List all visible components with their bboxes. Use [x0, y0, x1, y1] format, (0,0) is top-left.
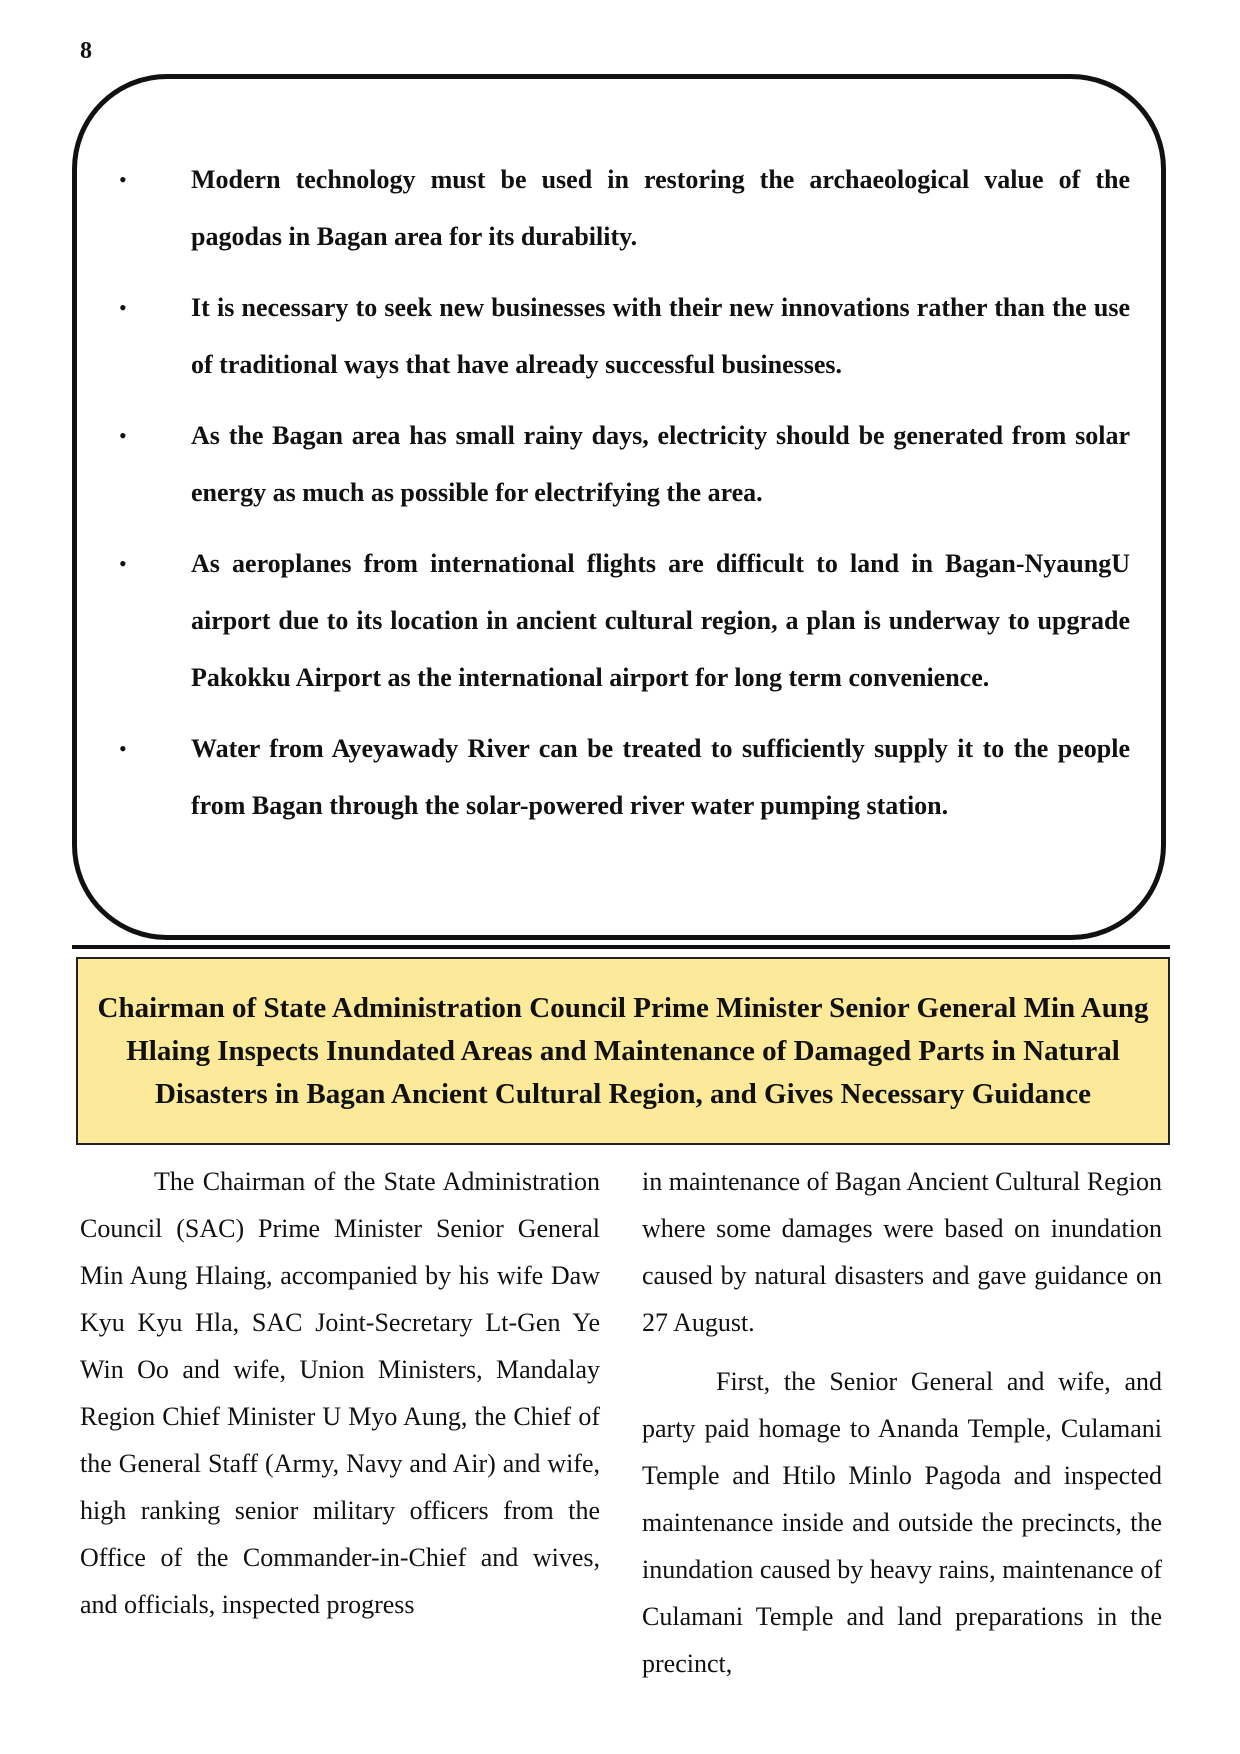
bullet-text: As the Bagan area has small rainy days, electricity should be generated from solar energy as much as possible for electrifying the area.	[191, 421, 1130, 507]
divider	[72, 945, 1170, 949]
bullet-text: It is necessary to seek new businesses with their new innovations rather than the use of traditional ways that have already successful businesses.	[191, 293, 1130, 379]
list-item	[115, 720, 1130, 834]
list-item	[115, 535, 1130, 706]
bullet-icon: •	[119, 736, 127, 761]
article-paragraph: The Chairman of the State Administration Council (SAC) Prime Minister Senior General Min Aung Hlaing, accompanied by his wife Daw Kyu Kyu Hla, SAC Joint-Secretary Lt-Gen Ye Win Oo and wife, Union Ministers, Mandalay Region Chief Minister U Myo Aung, the Chief of the General Staff (Army, Navy and Air) and wife, high ranking senior military officers from the Office of the Commander-in-Chief and wives, and officials, inspected progress	[80, 1167, 600, 1619]
list-item	[115, 407, 1130, 521]
article-paragraph: in maintenance of Bagan Ancient Cultural Region where some damages were based on inundation caused by natural disasters and gave guidance on 27 August.	[642, 1167, 1162, 1337]
list-item	[115, 151, 1130, 265]
bullet-text: Water from Ayeyawady River can be treated to sufficiently supply it to the people from Bagan through the solar-powered river water pumping station.	[191, 734, 1130, 820]
headline-box	[76, 957, 1170, 1145]
article-body	[80, 1158, 1162, 1687]
article-column-right	[642, 1158, 1162, 1687]
recommendations-list	[115, 151, 1130, 848]
page-number: 8	[80, 38, 92, 64]
bullet-icon: •	[119, 551, 127, 576]
bullet-icon: •	[119, 167, 127, 192]
article-headline: Chairman of State Administration Council Prime Minister Senior General Min Aung Hlaing Inspects Inundated Areas and Maintenance of Damaged Parts in Natural Disasters in Bagan Ancient Cultural Region, and Gives Necessary Guidance	[97, 991, 1149, 1110]
article-column-left	[80, 1158, 600, 1687]
bullet-text: As aeroplanes from international flights are difficult to land in Bagan-NyaungU airport due to its location in ancient cultural region, a plan is underway to upgrade Pakokku Airport as the international airport for long term convenience.	[191, 549, 1130, 692]
list-item	[115, 279, 1130, 393]
recommendations-box	[72, 74, 1166, 940]
bullet-text: Modern technology must be used in restoring the archaeological value of the pagodas in Bagan area for its durability.	[191, 165, 1130, 251]
bullet-icon: •	[119, 423, 127, 448]
bullet-icon: •	[119, 295, 127, 320]
article-paragraph: First, the Senior General and wife, and party paid homage to Ananda Temple, Culamani Temple and Htilo Minlo Pagoda and inspected maintenance inside and outside the precincts, the inundation caused by heavy rains, maintenance of Culamani Temple and land preparations in the precinct,	[642, 1367, 1162, 1678]
